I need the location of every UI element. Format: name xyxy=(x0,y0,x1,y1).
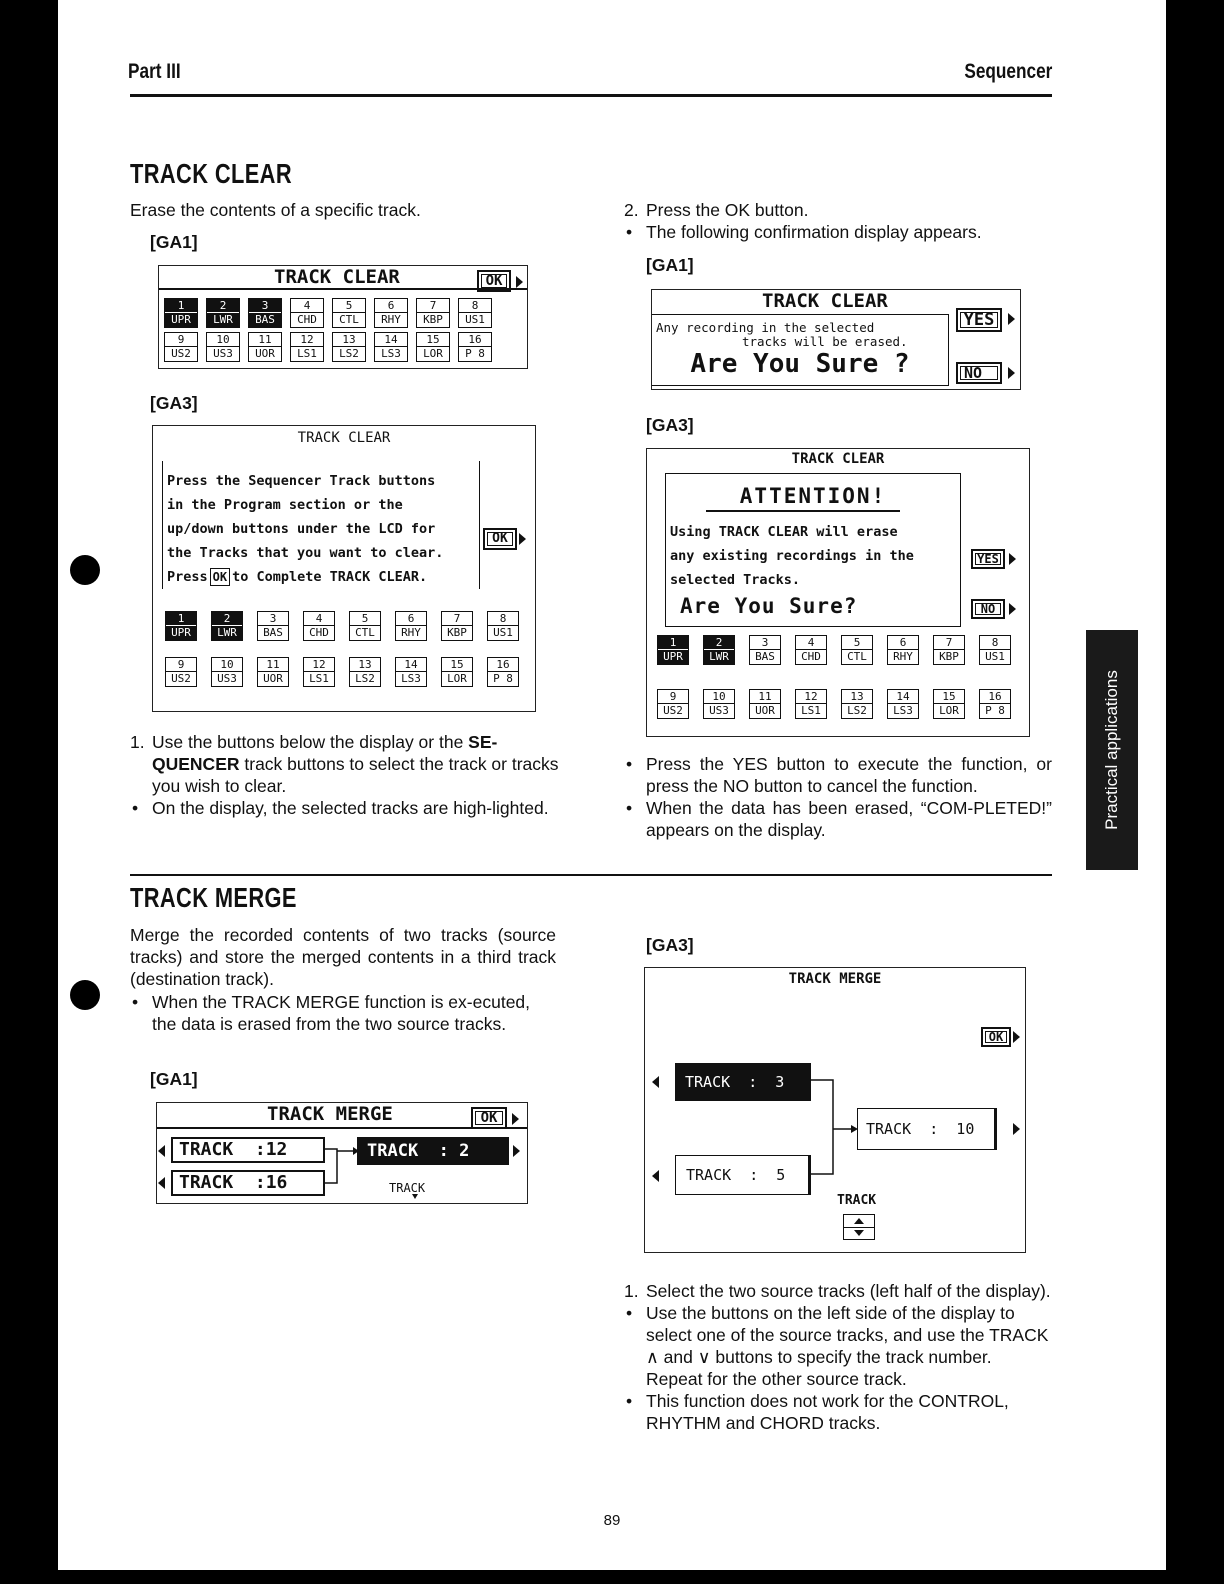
track-number: 8 xyxy=(991,636,999,649)
track-button-12[interactable] xyxy=(795,689,827,719)
track-number: 13 xyxy=(850,690,864,703)
track-number: 16 xyxy=(468,333,482,346)
track-button-13[interactable] xyxy=(841,689,873,719)
ok-button[interactable]: OK xyxy=(981,1027,1011,1047)
attention-line: any existing recordings in the xyxy=(670,548,914,564)
track-code: UPR xyxy=(166,625,196,639)
attention-heading: ATTENTION! xyxy=(739,484,887,508)
ga1-track-merge-lcd xyxy=(156,1102,528,1204)
track-button-7[interactable] xyxy=(416,298,450,328)
ga1-label: [GA1] xyxy=(150,232,198,252)
track-code: LS3 xyxy=(375,346,407,360)
part-label: Part III xyxy=(128,60,181,83)
up-arrow-icon xyxy=(854,1218,864,1224)
track-button-15[interactable] xyxy=(933,689,965,719)
track-button-14[interactable] xyxy=(887,689,919,719)
track-selector-label: TRACK xyxy=(837,1193,877,1208)
right-arrow-icon[interactable] xyxy=(1013,1123,1020,1135)
lcd-title: TRACK CLEAR xyxy=(791,451,885,467)
track-clear-notes: • Press the YES button to execute the function, or press the NO button to cancel the function. • When the data has been erased, “COM-PLETED!” appears on the display. xyxy=(626,754,1052,840)
right-arrow-icon xyxy=(1009,553,1016,565)
track-button-13[interactable] xyxy=(332,332,366,362)
track-number: 8 xyxy=(499,612,507,625)
track-code: BAS xyxy=(258,625,288,639)
left-arrow-icon[interactable] xyxy=(158,1145,165,1157)
source-track-2[interactable]: TRACK :16 xyxy=(171,1170,325,1196)
source-track-2[interactable]: TRACK : 5 xyxy=(675,1155,811,1195)
right-arrow-icon xyxy=(1013,1031,1020,1043)
track-number: 5 xyxy=(361,612,369,625)
track-code: US3 xyxy=(212,671,242,685)
left-arrow-icon[interactable] xyxy=(652,1076,659,1088)
right-arrow-icon xyxy=(1008,313,1015,325)
track-button-6[interactable] xyxy=(887,635,919,665)
track-code: US1 xyxy=(980,649,1010,663)
track-number: 3 xyxy=(261,299,269,312)
merge-connector xyxy=(811,1063,859,1203)
track-number: 4 xyxy=(315,612,323,625)
track-number: 7 xyxy=(453,612,461,625)
track-button-4[interactable] xyxy=(795,635,827,665)
ga1-label: [GA1] xyxy=(646,255,694,275)
track-number: 12 xyxy=(312,658,326,671)
track-merge-intro: Merge the recorded contents of two tracks (source tracks) and store the merged contents in a third track (destination track). xyxy=(130,925,556,989)
track-button-5[interactable] xyxy=(332,298,366,328)
left-arrow-icon[interactable] xyxy=(158,1177,165,1189)
track-button-13[interactable] xyxy=(349,657,381,687)
track-code: UOR xyxy=(750,703,780,717)
track-code: CHD xyxy=(304,625,334,639)
track-button-10[interactable] xyxy=(703,689,735,719)
track-number: 14 xyxy=(404,658,418,671)
track-button-4[interactable] xyxy=(290,298,324,328)
track-code: US2 xyxy=(658,703,688,717)
track-button-6[interactable] xyxy=(395,611,427,641)
left-arrow-icon[interactable] xyxy=(652,1170,659,1182)
bullet-text: On the display, the selected tracks are high-lighted. xyxy=(152,798,549,818)
track-code: P 8 xyxy=(459,346,491,360)
track-button-1[interactable] xyxy=(164,298,198,328)
track-number: 3 xyxy=(269,612,277,625)
right-arrow-icon xyxy=(1009,603,1016,615)
binding-hole xyxy=(70,555,100,585)
track-number: 11 xyxy=(266,658,280,671)
track-code: LWR xyxy=(207,312,239,326)
instruction-line: in the Program section or the xyxy=(167,497,403,513)
track-number: 7 xyxy=(945,636,953,649)
attention-line: selected Tracks. xyxy=(670,572,801,588)
track-button-8[interactable] xyxy=(458,298,492,328)
yes-button[interactable]: YES xyxy=(971,549,1005,569)
track-number: 6 xyxy=(387,299,395,312)
track-code: BAS xyxy=(249,312,281,326)
ga1-confirm-lcd xyxy=(651,289,1021,390)
ga3-confirm-lcd xyxy=(646,448,1030,737)
confirm-line: tracks will be erased. xyxy=(742,334,908,349)
ga3-label: [GA3] xyxy=(150,393,198,413)
track-code: LS1 xyxy=(304,671,334,685)
source-track-1[interactable]: TRACK :12 xyxy=(171,1137,325,1163)
track-merge-heading: TRACK MERGE xyxy=(130,882,297,913)
are-you-sure: Are You Sure? xyxy=(680,594,858,618)
track-number: 6 xyxy=(407,612,415,625)
track-code: US2 xyxy=(166,671,196,685)
track-button-10[interactable] xyxy=(211,657,243,687)
track-number: 8 xyxy=(471,299,479,312)
track-button-11[interactable] xyxy=(749,689,781,719)
ok-inline: OK xyxy=(210,568,230,586)
track-code: CTL xyxy=(842,649,872,663)
down-arrow-icon xyxy=(412,1194,418,1199)
right-arrow-icon xyxy=(512,1113,519,1125)
track-number: 14 xyxy=(384,333,398,346)
track-code: P 8 xyxy=(980,703,1010,717)
no-button[interactable]: NO xyxy=(956,362,1002,384)
track-code: P 8 xyxy=(488,671,518,685)
track-button-10[interactable] xyxy=(206,332,240,362)
track-number: 2 xyxy=(223,612,231,625)
track-code: LS3 xyxy=(396,671,426,685)
track-code: KBP xyxy=(934,649,964,663)
track-button-16[interactable] xyxy=(487,657,519,687)
track-number: 1 xyxy=(177,612,185,625)
step-1: Select the two source tracks (left half of the display). xyxy=(646,1281,1051,1301)
track-button-7[interactable] xyxy=(441,611,473,641)
down-arrow-icon xyxy=(854,1230,864,1236)
binding-hole xyxy=(70,980,100,1010)
track-button-2[interactable] xyxy=(703,635,735,665)
track-button-9[interactable] xyxy=(165,657,197,687)
track-code: RHY xyxy=(888,649,918,663)
destination-track[interactable]: TRACK : 2 xyxy=(357,1137,509,1165)
right-arrow-icon xyxy=(519,533,526,545)
no-button[interactable]: NO xyxy=(971,599,1005,619)
track-button-1[interactable] xyxy=(165,611,197,641)
track-code: CTL xyxy=(350,625,380,639)
ga3-track-merge-lcd xyxy=(644,967,1026,1253)
are-you-sure: Are You Sure ? xyxy=(690,349,910,379)
track-code: US1 xyxy=(459,312,491,326)
ok-button[interactable]: OK xyxy=(477,270,511,292)
track-number: 13 xyxy=(342,333,356,346)
bullet-text: When the TRACK MERGE function is ex-ecuted, the data is erased from the two source tracks. xyxy=(152,992,531,1034)
track-number: 14 xyxy=(896,690,910,703)
track-button-9[interactable] xyxy=(657,689,689,719)
track-code: KBP xyxy=(417,312,449,326)
yes-button[interactable]: YES xyxy=(956,308,1002,332)
track-code: CHD xyxy=(796,649,826,663)
track-button-16[interactable] xyxy=(979,689,1011,719)
track-clear-intro: Erase the contents of a specific track. xyxy=(130,200,421,220)
track-clear-heading: TRACK CLEAR xyxy=(130,158,293,189)
track-code: US1 xyxy=(488,625,518,639)
track-number: 6 xyxy=(899,636,907,649)
track-button-11[interactable] xyxy=(248,332,282,362)
track-number: 10 xyxy=(220,658,234,671)
track-code: LS2 xyxy=(350,671,380,685)
right-arrow-icon xyxy=(1008,367,1015,379)
instruction-line: the Tracks that you want to clear. xyxy=(167,545,444,561)
track-number: 7 xyxy=(429,299,437,312)
lcd-title: TRACK CLEAR xyxy=(297,430,391,446)
track-button-3[interactable] xyxy=(749,635,781,665)
track-number: 3 xyxy=(761,636,769,649)
track-number: 5 xyxy=(345,299,353,312)
track-code: UOR xyxy=(249,346,281,360)
attention-line: Using TRACK CLEAR will erase xyxy=(670,524,898,540)
track-number: 11 xyxy=(258,333,272,346)
track-number: 15 xyxy=(450,658,464,671)
track-number: 16 xyxy=(496,658,510,671)
track-code: RHY xyxy=(396,625,426,639)
track-button-2[interactable] xyxy=(206,298,240,328)
track-number: 13 xyxy=(358,658,372,671)
ga3-label: [GA3] xyxy=(646,935,694,955)
step-2: Press the OK button. xyxy=(646,200,809,220)
page-number: 89 xyxy=(603,1512,621,1529)
track-number: 10 xyxy=(712,690,726,703)
track-code: RHY xyxy=(375,312,407,326)
lcd-title: TRACK CLEAR xyxy=(274,266,400,288)
track-button-15[interactable] xyxy=(441,657,473,687)
track-button-8[interactable] xyxy=(487,611,519,641)
track-code: CTL xyxy=(333,312,365,326)
instruction-line: Press the Sequencer Track buttons xyxy=(167,473,436,489)
right-arrow-icon xyxy=(516,276,523,288)
track-code: LS3 xyxy=(888,703,918,717)
ga1-track-clear-lcd xyxy=(158,265,528,369)
track-code: LOR xyxy=(934,703,964,717)
bullet-text: The following confirmation display appears. xyxy=(646,222,982,242)
track-code: LWR xyxy=(704,649,734,663)
track-code: UPR xyxy=(165,312,197,326)
bullet-text: This function does not work for the CONTROL, RHYTHM and CHORD tracks. xyxy=(646,1391,1009,1433)
ok-button[interactable]: OK xyxy=(471,1107,507,1129)
track-merge-steps: 1. Select the two source tracks (left half of the display). • Use the buttons on the left side of the display to select one of the source tracks, and use the TRACK ∧ and ∨ buttons to specify the track number. Repeat for the other source track. • This function does not work for the CONTROL, RHYTHM and CHORD tracks. xyxy=(624,1281,1051,1433)
track-button-8[interactable] xyxy=(979,635,1011,665)
track-number: 1 xyxy=(177,299,185,312)
track-code: UPR xyxy=(658,649,688,663)
track-button-11[interactable] xyxy=(257,657,289,687)
bullet-text: When the data has been erased, “COM-PLETED!” appears on the display. xyxy=(646,798,1052,840)
track-button-1[interactable] xyxy=(657,635,689,665)
track-clear-steps-right: 2. Press the OK button. • The following confirmation display appears. xyxy=(624,200,982,242)
side-tab-label: Practical applications xyxy=(1102,670,1121,830)
track-button-12[interactable] xyxy=(290,332,324,362)
track-number: 11 xyxy=(758,690,772,703)
track-selector-label: TRACK xyxy=(389,1181,426,1195)
track-button-5[interactable] xyxy=(841,635,873,665)
ga3-track-clear-lcd xyxy=(152,425,536,712)
track-clear-steps-left: 1. Use the buttons below the display or the SE-QUENCER track buttons to select the track or tracks you wish to clear. • On the display, the selected tracks are high-lighted. xyxy=(130,732,559,818)
track-button-14[interactable] xyxy=(395,657,427,687)
track-code: LOR xyxy=(442,671,472,685)
track-code: LOR xyxy=(417,346,449,360)
track-button-4[interactable] xyxy=(303,611,335,641)
track-button-3[interactable] xyxy=(257,611,289,641)
instruction-line: Press OK to Complete TRACK CLEAR. xyxy=(167,569,428,585)
destination-track[interactable]: TRACK : 10 xyxy=(857,1108,997,1150)
track-number: 4 xyxy=(303,299,311,312)
track-number: 15 xyxy=(942,690,956,703)
track-code: LS2 xyxy=(842,703,872,717)
track-number: 12 xyxy=(300,333,314,346)
track-number: 5 xyxy=(853,636,861,649)
header-rule xyxy=(130,94,1052,97)
track-button-16[interactable] xyxy=(458,332,492,362)
track-code: UOR xyxy=(258,671,288,685)
track-button-9[interactable] xyxy=(164,332,198,362)
track-code: US3 xyxy=(207,346,239,360)
section-divider xyxy=(130,874,1052,876)
merge-connector xyxy=(325,1137,359,1197)
track-button-7[interactable] xyxy=(933,635,965,665)
track-number: 12 xyxy=(804,690,818,703)
source-track-1[interactable]: TRACK : 3 xyxy=(675,1063,811,1101)
track-code: LS1 xyxy=(796,703,826,717)
track-number: 1 xyxy=(669,636,677,649)
track-up-down-button[interactable] xyxy=(843,1214,875,1240)
track-code: US2 xyxy=(165,346,197,360)
ga1-label: [GA1] xyxy=(150,1069,198,1089)
track-button-6[interactable] xyxy=(374,298,408,328)
track-code: BAS xyxy=(750,649,780,663)
track-button-15[interactable] xyxy=(416,332,450,362)
track-number: 4 xyxy=(807,636,815,649)
manual-page: Part III Sequencer TRACK CLEAR Erase the contents of a specific track. [GA1] TRACK CLEAR OK 1 UPR 2 LWR 3 BAS 4 CHD 5 CTL 6 RHY 7 KBP 8 US1 9 US2 10 US3 11 UOR 12 LS1 13 LS2 14 LS3 15 LOR 16 P 8 [GA3] TRACK CLEAR Press the Sequencer Track buttons in the Program section or the up/down buttons under the LCD for the Tracks that you want to clear. Press OK to Complete TRACK CLEAR. OK 1 UPR 2 LWR 3 BAS 4 CHD 5 CTL 6 RHY 7 KBP 8 US1 9 US2 10 US3 11 UOR 12 LS1 13 LS2 14 LS3 15 LOR 16 P 8 1. Use the buttons below the display or the SE-QUENCER track buttons to select the track or tracks you wish to clear. • On the display, the selected tracks are high-lighted. 2. Press the OK button. • The following confirmation display appears. [GA1] TRACK CLEAR Any recording in the selected tracks will be erased. Are You Sure ? YES NO [GA3] TRACK CLEAR ATTENTION! Using TRACK CLEAR will erase any existing recordings in the selected Tracks. Are You Sure? YES NO 1 UPR 2 LWR 3 BAS 4 CHD 5 CTL 6 RHY 7 KBP 8 US1 9 US2 10 US3 11 UOR 12 LS1 13 LS2 14 LS3 15 LOR 16 P 8 • Press the YES button to execute the function, or press the NO button to cancel the function. • When the data has been erased, “COM-PLETED!” appears on the display. TRACK MERGE Merge the recorded contents of two tracks (source tracks) and store the merged contents in a third track (destination track). • When the TRACK MERGE function is ex-ecuted, the data is erased from the two source tracks. [GA1] TRACK MERGE OK TRACK :12 TRACK :16 TRACK : 2 TRACK [GA3] TRACK MERGE OK TRACK : 3 TRACK : 5 TRACK : 10 TRACK 1. Select the two source tracks (left half of the display). • Use the buttons on the left side of the display to select one of the source tracks, and use the TRACK ∧ and ∨ buttons to specify the track number. Repeat for the other source track. • This function does not work for the CONTROL, RHYTHM and CHORD tracks. 89 xyxy=(58,0,1166,1570)
right-arrow-icon[interactable] xyxy=(513,1145,520,1157)
track-number: 2 xyxy=(219,299,227,312)
track-number: 9 xyxy=(177,658,185,671)
track-button-12[interactable] xyxy=(303,657,335,687)
track-number: 10 xyxy=(216,333,230,346)
ga3-label: [GA3] xyxy=(646,415,694,435)
bullet-text: Press the YES button to execute the function, or press the NO button to cancel the function. xyxy=(646,754,1052,796)
track-code: US3 xyxy=(704,703,734,717)
track-number: 16 xyxy=(988,690,1002,703)
track-code: LWR xyxy=(212,625,242,639)
track-number: 9 xyxy=(669,690,677,703)
track-number: 2 xyxy=(715,636,723,649)
instruction-line: up/down buttons under the LCD for xyxy=(167,521,436,537)
track-code: CHD xyxy=(291,312,323,326)
section-label: Sequencer xyxy=(963,60,1052,83)
ok-button[interactable]: OK xyxy=(483,528,517,550)
bullet-text: Use the buttons on the left side of the display to select one of the source tracks, and use the TRACK ∧ and ∨ buttons to specify the track number. Repeat for the other source track. xyxy=(646,1303,1049,1389)
track-button-3[interactable] xyxy=(248,298,282,328)
track-code: LS1 xyxy=(291,346,323,360)
lcd-title: TRACK MERGE xyxy=(788,971,882,987)
track-button-14[interactable] xyxy=(374,332,408,362)
track-number: 15 xyxy=(426,333,440,346)
lcd-title: TRACK CLEAR xyxy=(762,290,888,312)
track-button-5[interactable] xyxy=(349,611,381,641)
attention-box xyxy=(665,473,961,627)
track-code: LS2 xyxy=(333,346,365,360)
track-number: 9 xyxy=(177,333,185,346)
lcd-title: TRACK MERGE xyxy=(267,1103,393,1125)
track-code: KBP xyxy=(442,625,472,639)
confirm-line: Any recording in the selected xyxy=(656,320,875,335)
instruction-box xyxy=(162,461,480,589)
track-button-2[interactable] xyxy=(211,611,243,641)
